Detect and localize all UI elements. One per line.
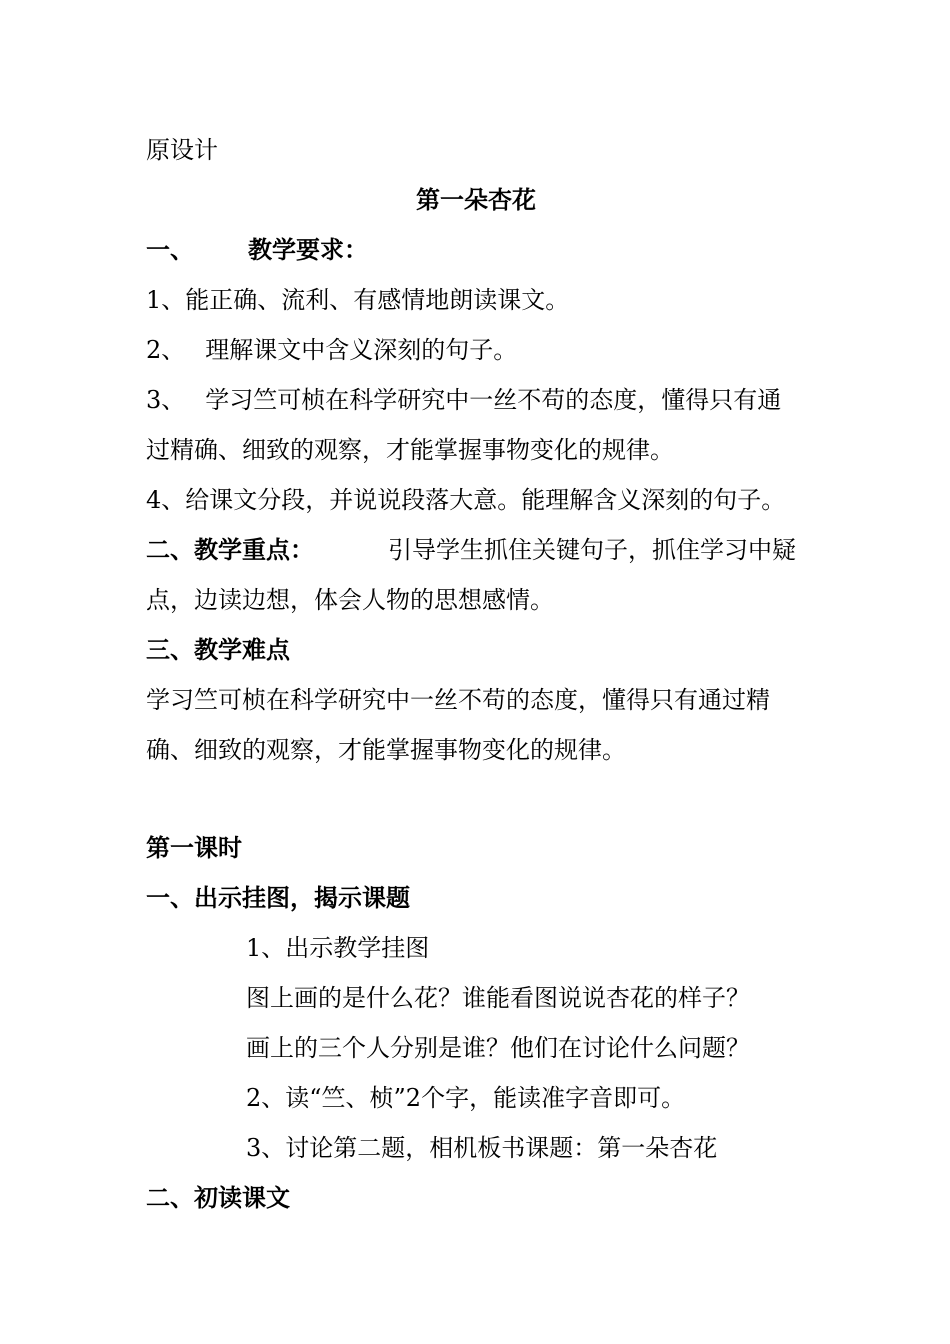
- section-3-text: 学习竺可桢在科学研究中一丝不苟的态度，懂得只有通过精: [146, 686, 770, 714]
- section-1-heading: [146, 234, 810, 266]
- requirement-3: [146, 384, 810, 416]
- section-2-text: 引导学生抓住关键句子，抓住学习中疑: [388, 536, 796, 564]
- document-title: 第一朵杏花: [416, 185, 536, 214]
- requirement-2: [146, 334, 810, 366]
- section-2-title: 二、教学重点：: [146, 535, 314, 564]
- step-1-question-1: 图上画的是什么花？谁能看图说说杏花的样子？: [246, 984, 750, 1012]
- requirement-3-number: 3、: [146, 386, 186, 414]
- requirement-3-continued: 过精确、细致的观察，才能掌握事物变化的规律。: [146, 436, 674, 464]
- section-1-number: 一、: [146, 235, 194, 264]
- lesson-title: 第一课时: [146, 833, 242, 862]
- section-2-text-continued: 点，边读边想，体会人物的思想感情。: [146, 586, 554, 614]
- section-3-text-continued: 确、细致的观察，才能掌握事物变化的规律。: [146, 736, 626, 764]
- requirement-4: 4、给课文分段，并说说段落大意。能理解含义深刻的句子。: [146, 486, 786, 514]
- section-1-title: 教学要求：: [248, 235, 368, 264]
- requirement-1: 1、能正确、流利、有感情地朗读课文。: [146, 286, 570, 314]
- step-1-title: 一、出示挂图，揭示课题: [146, 883, 410, 912]
- step-1-item-2: 2、读“竺、桢”2个字，能读准字音即可。: [246, 1084, 686, 1112]
- step-1-item-3: 3、讨论第二题，相机板书课题：第一朵杏花: [246, 1134, 718, 1162]
- requirement-2-number: 2、: [146, 336, 186, 364]
- section-2-paragraph: [146, 534, 810, 566]
- step-2-title: 二、初读课文: [146, 1183, 290, 1212]
- step-1-question-2: 画上的三个人分别是谁？他们在讨论什么问题？: [246, 1034, 750, 1062]
- requirement-2-text: 理解课文中含义深刻的句子。: [205, 336, 518, 364]
- section-3-title: 三、教学难点: [146, 635, 290, 664]
- step-1-item-1: 1、出示教学挂图: [246, 934, 430, 962]
- original-design-label: 原设计: [146, 136, 218, 164]
- requirement-3-text: 学习竺可桢在科学研究中一丝不苟的态度，懂得只有通: [205, 386, 782, 414]
